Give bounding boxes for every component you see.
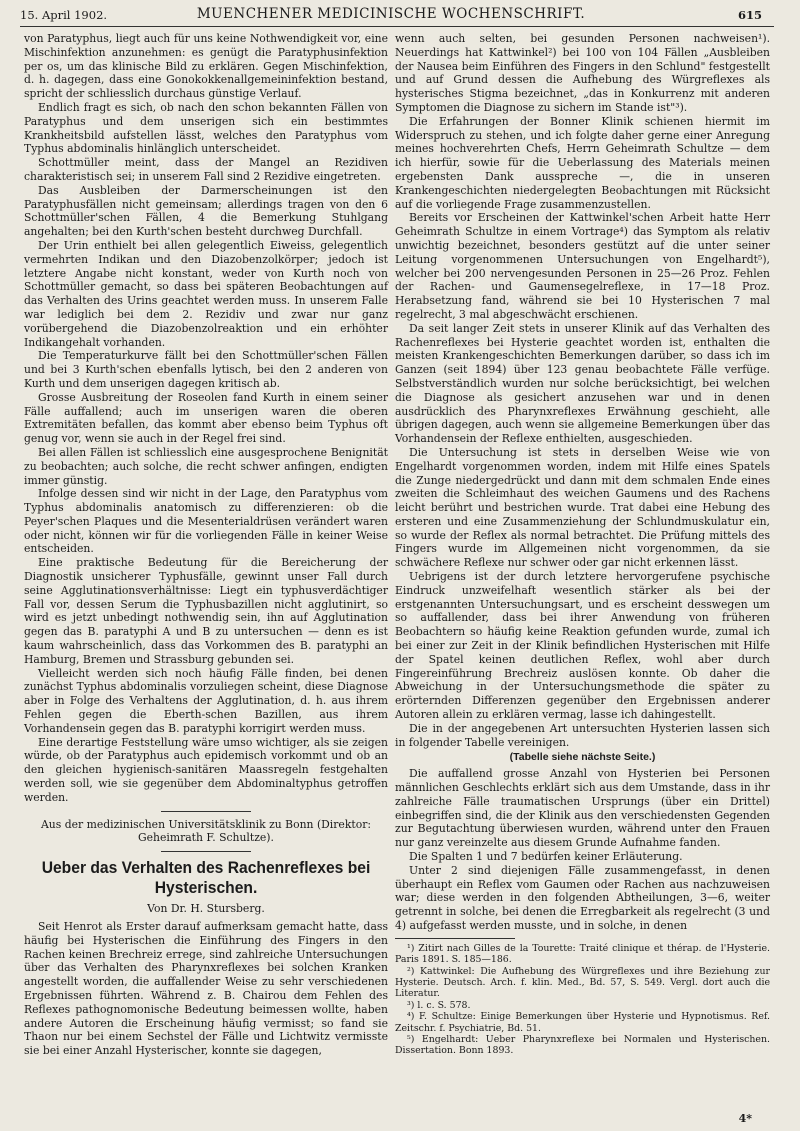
- paragraph: Schottmüller meint, dass der Mangel an Rezidiven charakteristisch sei; in unserem Fall sind 2 Rezidive eingetreten.: [24, 156, 388, 183]
- paragraph: Das Ausbleiben der Darmerscheinungen ist den Paratyphusfällen nicht gemeinsam; allerdings tragen von den 6 Schottmüller'schen Fällen, 4 die Bemerkung Stuhlgang angehalten; bei den Kurth'schen besteht durchweg Durchfall.: [24, 183, 388, 239]
- journal-title: MUENCHENER MEDICINISCHE WOCHENSCHRIFT.: [196, 6, 586, 22]
- signature-mark: 4*: [738, 1112, 752, 1125]
- paragraph: Endlich fragt es sich, ob nach den schon bekannten Fällen von Paratyphus und dem unserigen sich ein bestimmtes Krankheitsbild aufstellen lässt, welches den Paratyphus vom Typhus abdominalis hinlänglich unterscheidet.: [24, 100, 388, 156]
- article-title: Ueber das Verhalten des Rachenreflexes bei Hysterischen.: [41, 858, 371, 898]
- section-divider: [161, 851, 251, 852]
- paragraph: Vielleicht werden sich noch häufig Fälle finden, bei denen zunächst Typhus abdominalis vorzuliegen scheint, diese Diagnose aber in Folge des Verhaltens der Agglutination, d. h. aus ihrem Fehlen gegen die Eberth-schen Bazillen, aus ihrem Vorhandensein gegen das B. paratyphi korrigirt werden muss.: [24, 666, 388, 735]
- paragraph: Die auffallend grosse Anzahl von Hysterien bei Personen männlichen Geschlechts erklärt sich aus dem Umstande, dass in ihr zahlreiche Fälle traumatischen Ursprungs (über ein Drittel) einbegriffen sind, die der Klinik aus den verschiedensten Gegenden zur Begutachtung überwiesen wurden, während unter den Frauen nur ganz vereinzelte aus diesem Grunde Aufnahme fanden.: [395, 767, 770, 850]
- paragraph: Infolge dessen sind wir nicht in der Lage, den Paratyphus vom Typhus abdominalis anatomisch zu differenzieren: ob die Peyer'schen Plaques und die Mesenterialdrüsen verändert waren oder nicht, können wir für die vorliegenden Fälle in keiner Weise entscheiden.: [24, 487, 388, 556]
- footnote-rule: [395, 938, 515, 939]
- paragraph: Die Erfahrungen der Bonner Klinik schienen hiermit im Widerspruch zu stehen, und ich folgte daher gerne einer Anregung meines hochverehrten Chefs, Herrn Geheimrath Schultze — dem ich hierfür, sowie für die Ueberlassung des Materials meinen ergebensten Dank ausspreche —, die in unseren Krankengeschichten niedergelegten Beobachtungen mit Rücksicht auf die vorliegende Frage zusammenzustellen.: [395, 114, 770, 211]
- left-column: [24, 32, 388, 1058]
- paragraph: Bei allen Fällen ist schliesslich eine ausgesprochene Benignität zu beobachten; auch solche, die recht schwer anfingen, endigten immer günstig.: [24, 445, 388, 487]
- paragraph: Die in der angegebenen Art untersuchten Hysterien lassen sich in folgender Tabelle vereinigen.: [395, 721, 770, 749]
- paragraph: Die Untersuchung ist stets in derselben Weise wie von Engelhardt vorgenommen worden, indem mit Hilfe eines Spatels die Zunge niedergedrückt und dann mit dem schmalen Ende eines zweiten die Schleimhaut des weichen Gaumens und des Rachens leicht berührt und bestrichen wurde. Trat dabei eine Hebung des ersteren und eine Zusammenziehung der Schlundmuskulatur ein, so wurde der Reflex als normal betrachtet. Die Prüfung mittels des Fingers wurde im Allgemeinen nicht vorgenommen, da sie schwächere Reflexe nur schwer oder gar nicht erkennen lässt.: [395, 445, 770, 570]
- page-header: [20, 4, 762, 26]
- issue-date: 15. April 1902.: [20, 8, 108, 22]
- paragraph: Grosse Ausbreitung der Roseolen fand Kurth in einem seiner Fälle auffallend; auch im unserigen waren die oberen Extremitäten befallen, das kommt aber ebenso beim Typhus oft genug vor, wenn sie auch in der Regel frei sind.: [24, 390, 388, 446]
- footnote: ⁴) F. Schultze: Einige Bemerkungen über Hysterie und Hypnotismus. Ref. Zeitschr. f. Psychiatrie, Bd. 51.: [395, 1011, 770, 1034]
- paragraph: Uebrigens ist der durch letztere hervorgerufene psychische Eindruck unzweifelhaft wesentlich stärker als bei der erstgenannten Untersuchungsart, und es erscheint desswegen um so auffallender, dass bei ihrer Anwendung von früheren Beobachtern so häufig keine Reaktion gefunden wurde, zumal ich bei einer zur Zeit in der Klinik befindlichen Hysterischen mit Hilfe der Spatel keinen deutlichen Reflex, wohl aber durch Fingereinführung Brechreiz auslösen konnte. Ob daher die Abweichung in der Untersuchungsmethode die später zu erörternden Differenzen gegenüber den Ergebnissen anderer Autoren allein zu erklären vermag, lasse ich dahingestellt.: [395, 570, 770, 722]
- right-column: [395, 32, 770, 1057]
- page-number: 615: [737, 8, 762, 22]
- footnote: ⁵) Engelhardt: Ueber Pharynxreflexe bei Normalen und Hysterischen. Dissertation. Bonn 1893.: [395, 1034, 770, 1057]
- footnote: ³) l. c. S. 578.: [407, 999, 471, 1011]
- footnotes: [395, 943, 770, 1057]
- paragraph: Eine praktische Bedeutung für die Bereicherung der Diagnostik unsicherer Typhusfälle, gewinnt unser Fall durch seine Agglutinationsverhältnisse: Liegt ein typhusverdächtiger Fall vor, dessen Serum die Typhusbazillen nicht agglutinirt, so wird es jetzt unbedingt nothwendig sein, ihn auf Agglutination gegen das B. paratyphi A und B zu untersuchen — denn es ist kaum wahrscheinlich, dass das Vorkommen des B. paratyphi an Hamburg, Bremen und Strassburg gebunden sei.: [24, 556, 388, 666]
- footnote: ¹) Zitirt nach Gilles de la Tourette: Traité clinique et thérap. de l'Hysterie. Paris 1891. S. 185—186.: [395, 942, 770, 966]
- paragraph: Eine derartige Feststellung wäre umso wichtiger, als sie zeigen würde, ob der Paratyphus auch epidemisch vorkommt und ob an den gleichen hygienisch-sanitären Maassregeln festgehalten werden soll, wie sie gegenüber dem Abdominaltyphus getroffen werden.: [24, 735, 388, 804]
- paragraph: Bereits vor Erscheinen der Kattwinkel'schen Arbeit hatte Herr Geheimrath Schultze in einem Vortrage⁴) das Symptom als relativ unwichtig bezeichnet, besonders gestützt auf die unter seiner Leitung vorgenommenen Untersuchungen von Engelhardt⁵), welcher bei 200 nervengesunden Personen in 25—26 Proz. Fehlen der Rachen- und Gaumensegelreflexe, in 17—18 Proz. Herabsetzung fand, während sie bei 10 Hysterischen 7 mal regelrecht, 3 mal abgeschwächt erschienen.: [395, 211, 770, 321]
- paragraph: Unter 2 sind diejenigen Fälle zusammengefasst, in denen überhaupt ein Reflex vom Gaumen oder Rachen aus nachzuweisen war; diese werden in den folgenden Abtheilungen, 3—6, weiter getrennt in solche, bei denen die Erregbarkeit als regelrecht (3 und 4) aufgefasst werden musste, und in solche, in denen: [395, 863, 770, 932]
- section-divider: [161, 811, 251, 812]
- institution-line: Aus der medizinischen Universitätsklinik zu Bonn (Direktor: Geheimrath F. Schultze).: [40, 817, 371, 845]
- paragraph: wenn auch selten, bei gesunden Personen nachweisen¹). Neuerdings hat Kattwinkel²) bei 100 von 104 Fällen „Ausbleiben der Nausea beim Einführen des Fingers in den Schlund" festgestellt und auf Grund dessen die Aufhebung des Würgreflexes als hysterisches Stigma bezeichnet, „das in Konkurrenz mit anderen Symptomen die Diagnose zu sichern im Stande ist"³).: [395, 32, 770, 114]
- article-author: Von Dr. H. Stursberg.: [147, 902, 265, 916]
- paragraph: Die Spalten 1 und 7 bedürfen keiner Erläuterung.: [409, 850, 683, 864]
- table-notice: (Tabelle siehe nächste Seite.): [509, 751, 656, 764]
- paragraph: Seit Henrot als Erster darauf aufmerksam gemacht hatte, dass häufig bei Hysterischen die Einführung des Fingers in den Rachen keinen Brechreiz erregе, sind zahlreiche Untersuchungen über das Verhalten des Pharynxreflexes bei solchen Kranken angestellt worden, die auffallender Weise zu sehr verschiedenen Ergebnissen führten. Während z. B. Chairou dem Fehlen des Reflexes pathognomonische Bedeutung beimessen wollte, haben andere Autoren die Erscheinung häufig vermisst; so fand sie Thaon nur bei einem Sechstel der Fälle und Lichtwitz vermisste sie bei einer Anzahl Hysterischer, konnte sie dagegen,: [24, 920, 388, 1058]
- paragraph: Der Urin enthielt bei allen gelegentlich Eiweiss, gelegentlich vermehrten Indikan und den Diazobenzolkörper; jedoch ist letztere Angabe nicht konstant, weder von Kurth noch von Schottmüller gemacht, so dass bei späteren Beobachtungen auf das Verhalten des Urins geachtet werden muss. In unserem Falle war lediglich bei dem 2. Rezidiv und zwar nur ganz vorübergehend die Diazobenzolreaktion und ein erhöhter Indikangehalt vorhanden.: [24, 238, 388, 349]
- header-rule: [20, 26, 774, 27]
- footnote: ²) Kattwinkel: Die Aufhebung des Würgreflexes und ihre Beziehung zur Hysterie. Deutsch. Arch. f. klin. Med., Bd. 57, S. 549. Vergl. dort auch die Literatur.: [395, 965, 770, 1000]
- paragraph: Da seit langer Zeit stets in unserer Klinik auf das Verhalten des Rachenreflexes bei Hysterie geachtet worden ist, enthalten die meisten Krankengeschichten Bemerkungen darüber, so dass ich im Ganzen (seit 1894) über 123 genau beobachtete Fälle verfüge. Selbstverständlich wurden nur solche berücksichtigt, bei welchen die Diagnose als gesichert anzusehen war und in denen ausdrücklich des Pharynxreflexes Erwähnung geschieht, alle übrigen dagegen, auch wenn sie allgemeine Bemerkungen über das Vorhandensein der Reflexe enthielten, ausgeschieden.: [395, 321, 770, 446]
- paragraph: von Paratyphus, liegt auch für uns keine Nothwendigkeit vor, eine Mischinfektion anzunehmen: es genügt die Paratyphusinfektion per os, um das klinische Bild zu erklären. Gegen Mischinfektion, d. h. dagegen, dass eine Gonokokkenallgemeininfektion bestand, spricht der schliesslich durchaus günstige Verlauf.: [24, 32, 388, 101]
- paragraph: Die Temperaturkurve fällt bei den Schottmüller'schen Fällen und bei 3 Kurth'schen ebenfalls lytisch, bei den 2 anderen von Kurth und dem unserigen dagegen kritisch ab.: [24, 349, 388, 390]
